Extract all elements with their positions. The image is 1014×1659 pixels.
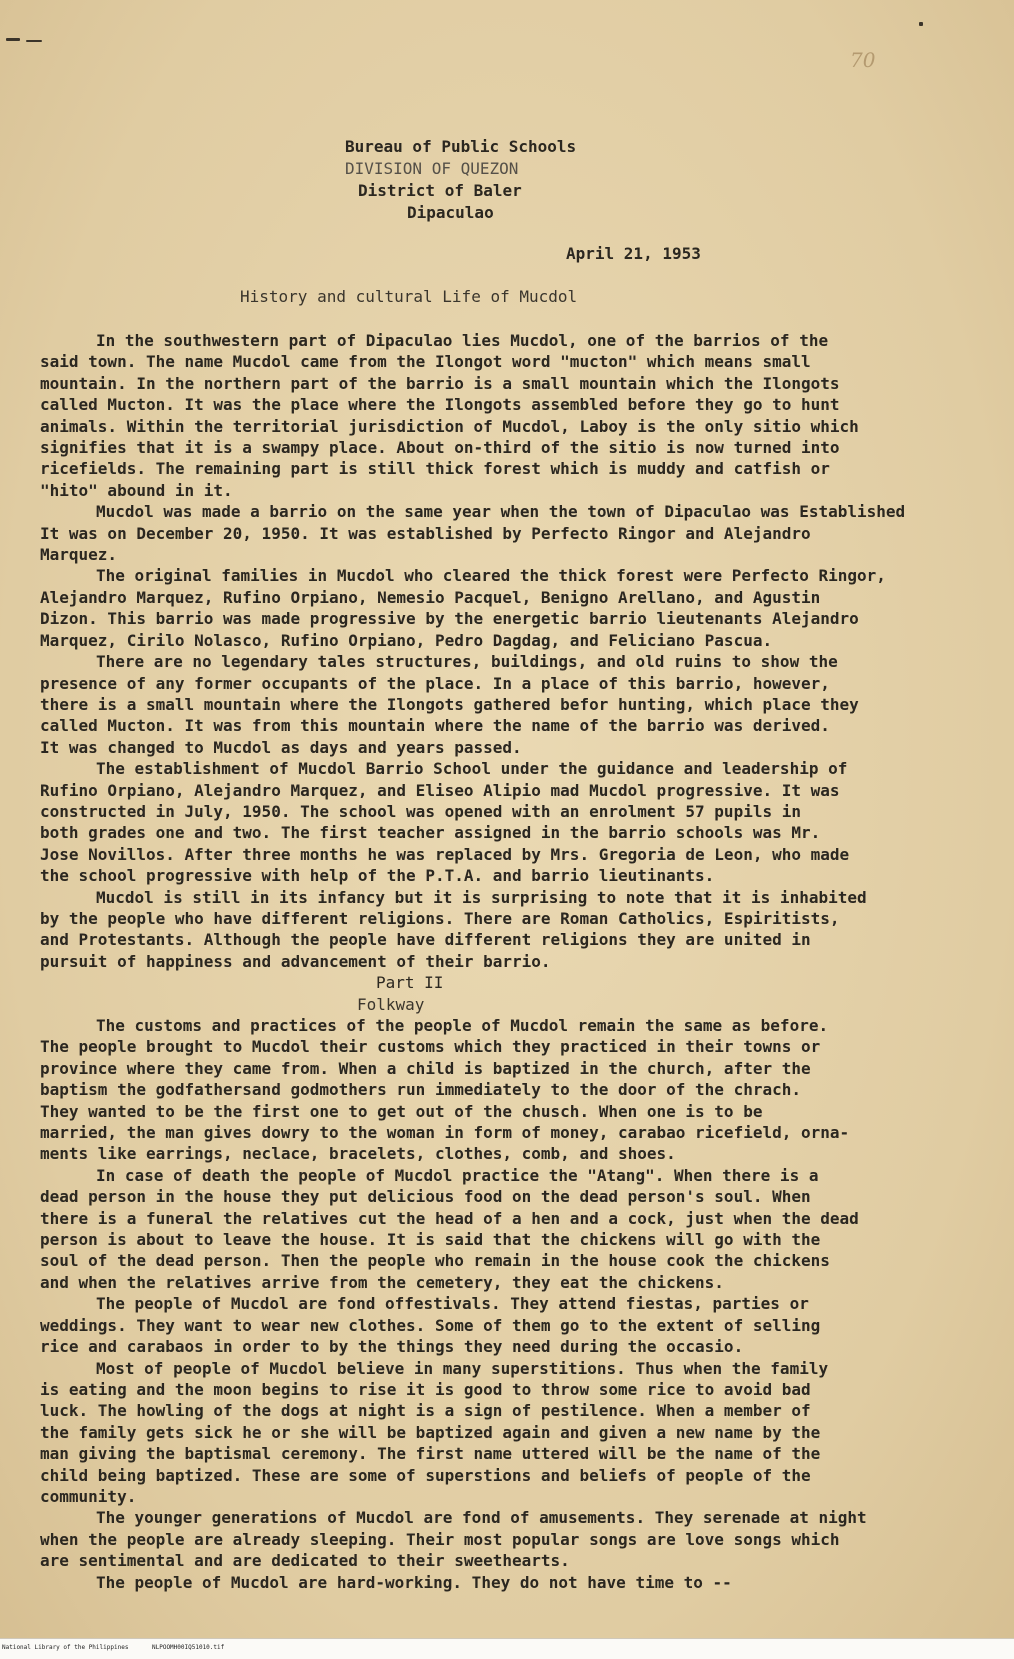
ink-speck	[919, 22, 923, 26]
text-line: by the people who have different religions. There are Roman Catholics, Espiritists,	[40, 908, 840, 928]
text-line: Marquez.	[40, 545, 118, 565]
text-line: It was changed to Mucdol as days and years passed.	[40, 737, 522, 757]
text-line: It was on December 20, 1950. It was established by Perfecto Ringor and Alejandro	[40, 523, 811, 543]
text-line: called Mucton. It was from this mountain where the name of the barrio was derived.	[40, 716, 830, 736]
text-line: community.	[40, 1486, 137, 1506]
text-line: man giving the baptismal ceremony. The first name uttered will be the name of the	[40, 1444, 821, 1464]
part-two-section	[40, 1015, 1014, 1593]
text-line: soul of the dead person. Then the people who remain in the house cook the chickens	[40, 1251, 830, 1271]
district-name: District of Baler	[358, 181, 522, 200]
paragraph	[40, 758, 1014, 886]
text-line: Most of people of Mucdol believe in many superstitions. Thus when the family	[96, 1358, 829, 1378]
school-name: Dipaculao	[407, 203, 494, 222]
text-line: constructed in July, 1950. The school was opened with an enrolment 57 pupils in	[40, 801, 801, 821]
text-line: weddings. They want to wear new clothes. Some of them go to the extent of selling	[40, 1315, 821, 1335]
document-header	[0, 136, 1014, 224]
paragraph	[40, 501, 1014, 565]
text-line: The establishment of Mucdol Barrio School under the guidance and leadership of	[96, 759, 848, 779]
text-line: In case of death the people of Mucdol practice the "Atang". When there is a	[96, 1165, 819, 1185]
text-line: and Protestants. Although the people have different religions they are united in	[40, 930, 811, 950]
text-line: said town. The name Mucdol came from the Ilongot word "mucton" which means small	[40, 352, 811, 372]
text-line: when the people are already sleeping. Their most popular songs are love songs which	[40, 1529, 840, 1549]
text-line: married, the man gives dowry to the woman in form of money, carabao ricefield, orna-	[40, 1123, 850, 1143]
paragraph	[40, 1358, 1014, 1508]
text-line: is eating and the moon begins to rise it is good to throw some rice to avoid bad	[40, 1379, 811, 1399]
ink-speck	[6, 38, 20, 41]
paragraph	[40, 887, 1014, 973]
text-line: both grades one and two. The first teacher assigned in the barrio schools was Mr.	[40, 823, 821, 843]
text-line: and when the relatives arrive from the cemetery, they eat the chickens.	[40, 1272, 724, 1292]
text-line: Marquez, Cirilo Nolasco, Rufino Orpiano, Pedro Dagdag, and Feliciano Pascua.	[40, 630, 773, 650]
paragraph	[40, 1165, 1014, 1293]
part-one-section	[40, 330, 1014, 972]
text-line: luck. The howling of the dogs at night is a sign of pestilence. When a member of	[40, 1401, 811, 1421]
text-line: The people of Mucdol are hard-working. They do not have time to --	[96, 1572, 732, 1592]
division-name: DIVISION OF QUEZON	[345, 159, 519, 178]
text-line: presence of any former occupants of the place. In a place of this barrio, however,	[40, 673, 830, 693]
text-line: child being baptized. These are some of superstions and beliefs of people of the	[40, 1465, 811, 1485]
text-line: baptism the godfathersand godmothers run immediately to the door of the chrach.	[40, 1080, 801, 1100]
scan-footer	[0, 1638, 1014, 1659]
text-line: there is a small mountain where the Ilongots gathered befor hunting, which place they	[40, 694, 859, 714]
text-line: called Mucton. It was the place where the Ilongots assembled before they go to hunt	[40, 395, 840, 415]
folkway-heading: Folkway	[357, 994, 425, 1014]
paragraph	[40, 651, 1014, 758]
text-line: The original families in Mucdol who cleared the thick forest were Perfecto Ringor,	[96, 566, 886, 586]
text-line: pursuit of happiness and advancement of their barrio.	[40, 951, 551, 971]
paragraph	[40, 1572, 1014, 1593]
page-number: 70	[850, 48, 876, 72]
text-line: person is about to leave the house. It is said that the chickens will go with the	[40, 1230, 821, 1250]
text-line: animals. Within the territorial jurisdiction of Mucdol, Laboy is the only sitio which	[40, 416, 859, 436]
paragraph	[40, 330, 1014, 501]
text-line: dead person in the house they put delicious food on the dead person's soul. When	[40, 1187, 811, 1207]
text-line: signifies that it is a swampy place. About on-third of the sitio is now turned into	[40, 438, 840, 458]
text-line: the family gets sick he or she will be baptized again and given a new name by the	[40, 1422, 821, 1442]
text-line: The customs and practices of the people of Mucdol remain the same as before.	[96, 1016, 829, 1035]
paragraph	[40, 1507, 1014, 1571]
text-line: Rufino Orpiano, Alejandro Marquez, and Eliseo Alipio mad Mucdol progressive. It was	[40, 780, 840, 800]
paragraph	[40, 565, 1014, 651]
document-body	[40, 330, 1014, 1593]
paragraph	[40, 1015, 1014, 1165]
text-line: Dizon. This barrio was made progressive by the energetic barrio lieutenants Alejandro	[40, 609, 859, 629]
text-line: rice and carabaos in order to by the things they need during the occasio.	[40, 1337, 744, 1357]
text-line: are sentimental and are dedicated to their sweethearts.	[40, 1551, 570, 1571]
text-line: "hito" abound in it.	[40, 480, 233, 500]
text-line: They wanted to be the first one to get out of the chusch. When one is to be	[40, 1101, 763, 1121]
text-line: mountain. In the northern part of the barrio is a small mountain which the Ilongots	[40, 373, 840, 393]
text-line: The younger generations of Mucdol are fond of amusements. They serenade at night	[96, 1508, 867, 1528]
text-line: the school progressive with help of the P.T.A. and barrio lieutinants.	[40, 866, 715, 886]
text-line: ricefields. The remaining part is still thick forest which is muddy and catfish or	[40, 459, 830, 479]
library-credit: National Library of the Philippines	[2, 1644, 129, 1651]
text-line: Mucdol is still in its infancy but it is surprising to note that it is inhabited	[96, 887, 867, 907]
text-line: Jose Novillos. After three months he was replaced by Mrs. Gregoria de Leon, who made	[40, 844, 850, 864]
text-line: Mucdol was made a barrio on the same year when the town of Dipaculao was Established	[96, 502, 906, 522]
document-date: April 21, 1953	[566, 244, 701, 263]
ink-speck	[26, 40, 42, 42]
document-title: History and cultural Life of Mucdol	[240, 287, 578, 306]
file-identifier: NLPOOMH00IQ51010.tif	[152, 1644, 225, 1651]
text-line: In the southwestern part of Dipaculao lies Mucdol, one of the barrios of the	[96, 331, 829, 350]
text-line: there is a funeral the relatives cut the head of a hen and a cock, just when the dead	[40, 1208, 859, 1228]
text-line: ments like earrings, neclace, bracelets, clothes, comb, and shoes.	[40, 1144, 676, 1164]
text-line: province where they came from. When a child is baptized in the church, after the	[40, 1058, 811, 1078]
text-line: There are no legendary tales structures, buildings, and old ruins to show the	[96, 652, 838, 672]
text-line: Alejandro Marquez, Rufino Orpiano, Nemesio Pacquel, Benigno Arellano, and Agustin	[40, 587, 821, 607]
text-line: The people of Mucdol are fond offestivals. They attend fiestas, parties or	[96, 1294, 809, 1314]
paragraph	[40, 1293, 1014, 1357]
text-line: The people brought to Mucdol their customs which they practiced in their towns or	[40, 1037, 821, 1057]
part-two-heading: Part II	[376, 973, 444, 993]
bureau-name: Bureau of Public Schools	[345, 137, 577, 156]
